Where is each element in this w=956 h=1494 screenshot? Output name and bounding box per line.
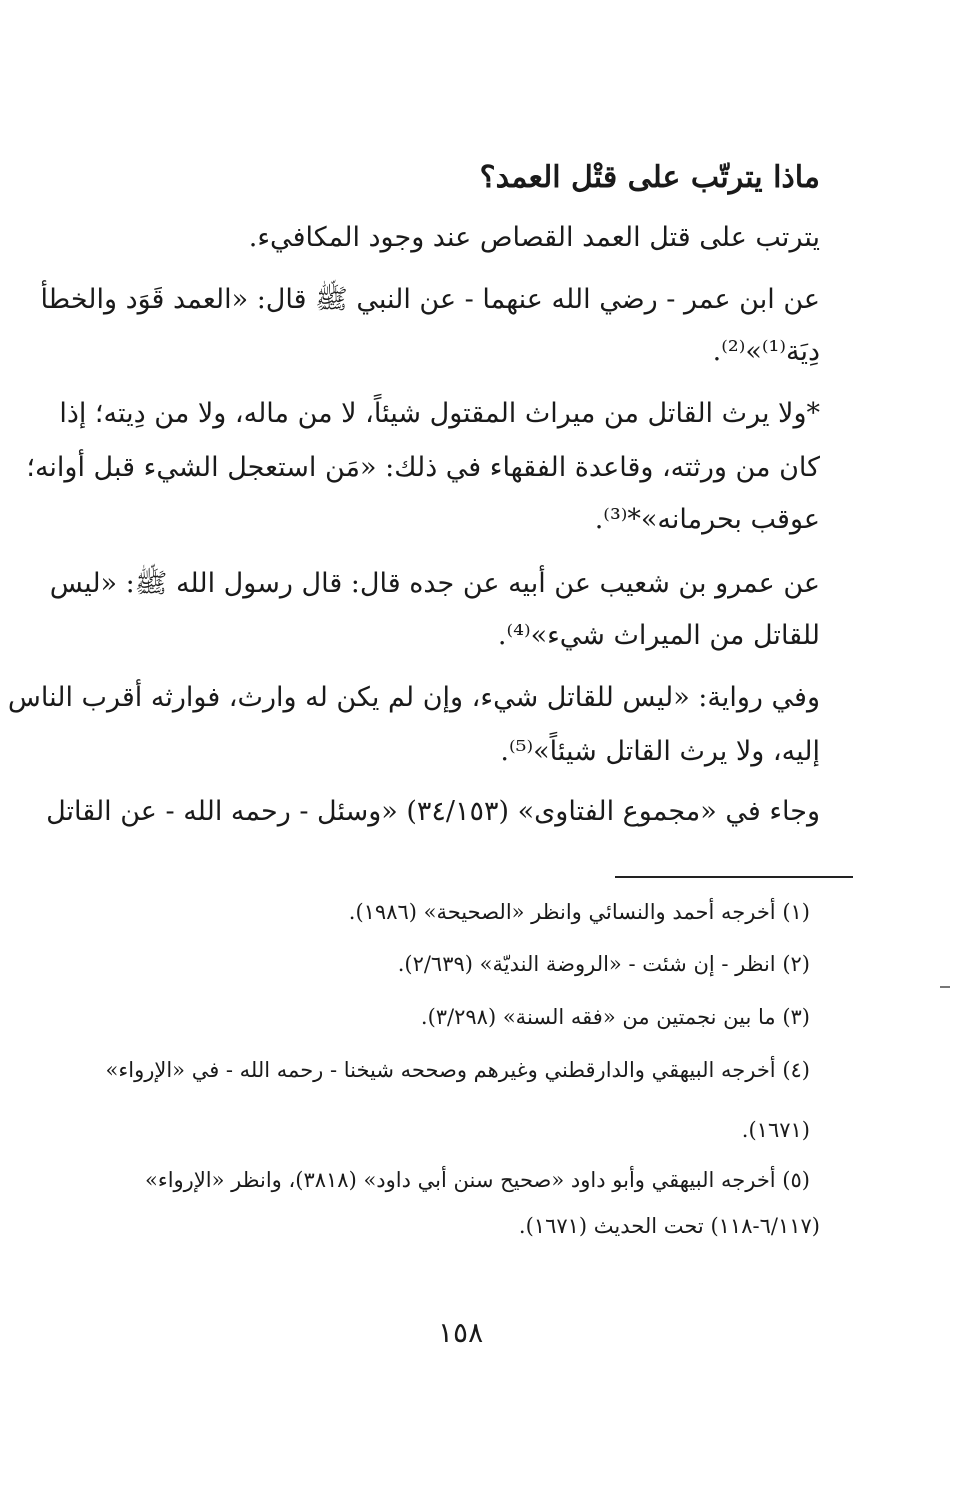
footnote-4-continued: (١٦٧١).	[741, 1118, 810, 1142]
body-line-7: عن عمرو بن شعيب عن أبيه عن جده قال: قال رسول الله ﷺ: «ليس	[49, 568, 820, 599]
body-line-9: وفي رواية: «ليس للقاتل شيء، وإن لم يكن له وارث، فوارثه أقرب الناس	[7, 682, 820, 713]
body-line-8: للقاتل من الميراث شيء»⁽⁴⁾.	[497, 620, 820, 651]
body-line-10: إليه، ولا يرث القاتل شيئاً»⁽⁵⁾.	[500, 736, 820, 767]
body-line-5: كان من ورثته، وقاعدة الفقهاء في ذلك: «مَن استعجل الشيء قبل أوانه؛	[26, 452, 820, 483]
scan-mark	[940, 986, 950, 988]
footnote-3: (٣) ما بين نجمتين من «فقه السنة» (٣/٢٩٨).	[420, 1005, 810, 1029]
body-line-1: يترتب على قتل العمد القصاص عند وجود المكافيء.	[248, 222, 820, 253]
body-line-6: عوقب بحرمانه»*⁽³⁾.	[594, 504, 820, 535]
body-line-2: عن ابن عمر - رضي الله عنهما - عن النبي ﷺ قال: «العمد قَوَد والخطأ	[40, 284, 820, 315]
footnote-5: (٥) أخرجه البيهقي وأبو داود «صحيح سنن أبي داود» (٣٨١٨)، وانظر «الإرواء»	[144, 1168, 810, 1192]
footnote-5-continued: (٦/١١٧-١١٨) تحت الحديث (١٦٧١).	[518, 1214, 820, 1238]
section-heading: ماذا يترتّب على قتْل العمد؟	[479, 160, 820, 195]
footnote-4: (٤) أخرجه البيهقي والدارقطني وغيرهم وصححه شيخنا - رحمه الله - في «الإرواء»	[105, 1058, 810, 1082]
body-line-3: دِيَة⁽¹⁾»⁽²⁾.	[712, 336, 820, 367]
body-line-11: وجاء في «مجموع الفتاوى» (٣٤/١٥٣) «وسئل - رحمه الله - عن القاتل	[46, 796, 820, 827]
footnote-2: (٢) انظر - إن شئت - «الروضة النديّة» (٢/٦٣٩).	[397, 952, 810, 976]
page-number: ١٥٨	[438, 1316, 484, 1349]
body-line-4: *ولا يرث القاتل من ميراث المقتول شيئاً، لا من ماله، ولا من دِيته؛ إذا	[59, 398, 820, 429]
footnote-separator	[615, 876, 853, 878]
footnote-1: (١) أخرجه أحمد والنسائي وانظر «الصحيحة» (١٩٨٦).	[348, 900, 810, 924]
